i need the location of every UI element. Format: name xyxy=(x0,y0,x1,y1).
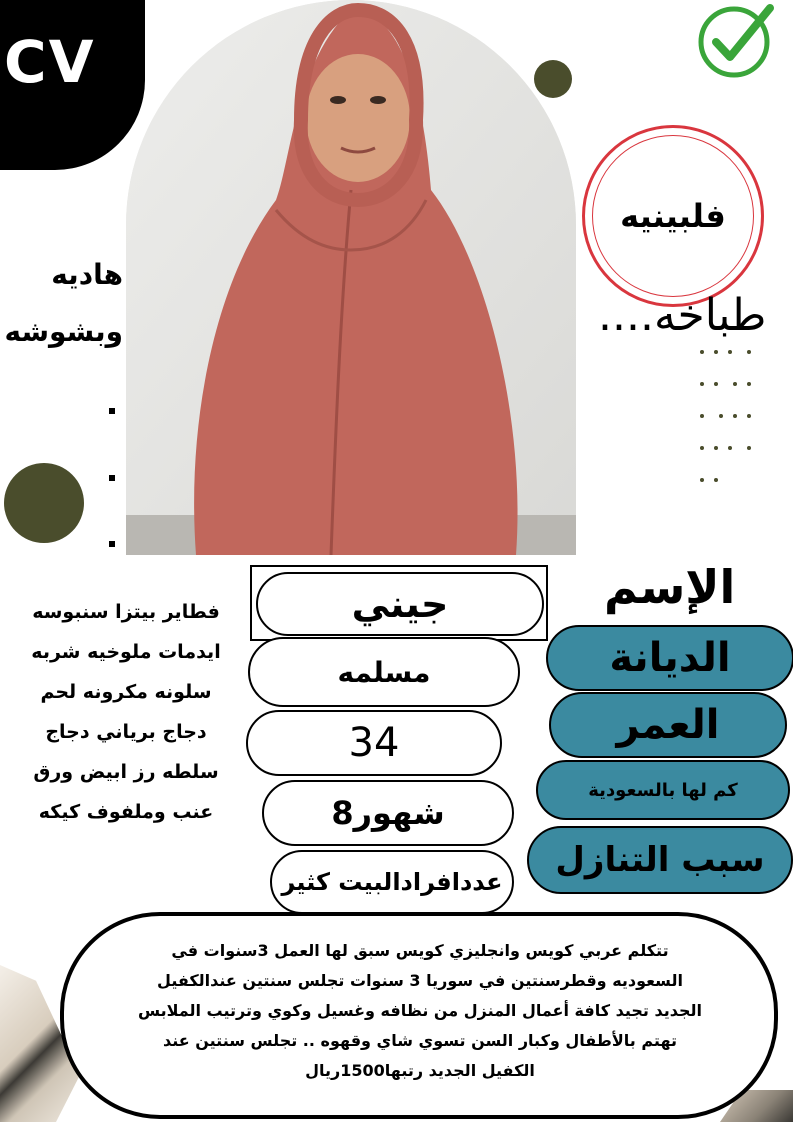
check-icon xyxy=(694,2,776,78)
description xyxy=(85,936,755,1086)
description-line: تهتم بالأطفال وكبار السن تسوي شاي وقهوه .. تجلس سنتين عند xyxy=(162,1031,678,1050)
profile-photo xyxy=(126,0,576,555)
olive-dot-large xyxy=(4,463,84,543)
olive-dot-small xyxy=(534,60,572,98)
reason-value: عددافرادالبيت كثير xyxy=(270,850,514,914)
dish-line: عنب وملفوف كيكه xyxy=(38,801,214,823)
trait-calm: هاديه xyxy=(51,258,123,291)
description-line: السعوديه وقطرسنتين في سوريا 3 سنوات تجلس سنتين عندالكفيل xyxy=(157,971,683,990)
dish-line: سلونه مكرونه لحم xyxy=(40,681,212,703)
cv-label: CV xyxy=(4,28,96,96)
nationality: فلبينيه xyxy=(592,135,754,297)
dish-line: سلطه رز ابيض ورق xyxy=(33,761,219,783)
bullet-mark xyxy=(109,541,115,547)
religion-value: مسلمه xyxy=(248,637,520,707)
person-figure xyxy=(126,0,576,555)
description-line: الجديد تجيد كافة أعمال المنزل من نظافه وغسيل وكوي وترتيب الملابس xyxy=(137,1001,702,1020)
age-value: 34 xyxy=(246,710,502,776)
dish-line: ايدمات ملوخيه شربه xyxy=(31,641,221,663)
duration-label: كم لها بالسعودية xyxy=(536,760,790,820)
reason-label: سبب التنازل xyxy=(527,826,793,894)
duration-value: 8شهور xyxy=(262,780,514,846)
dishes-list xyxy=(10,592,242,832)
trait-cheerful: وبشوشه xyxy=(4,315,123,348)
dot-grid xyxy=(700,350,770,510)
description-line: الكفيل الجديد رتبها1500ريال xyxy=(305,1061,535,1080)
bullet-mark xyxy=(109,408,115,414)
age-label: العمر xyxy=(549,692,787,758)
profession: طباخه.... xyxy=(598,290,767,341)
dish-line: دجاج برياني دجاج xyxy=(45,721,207,743)
description-line: تتكلم عربي كويس وانجليزي كويس سبق لها العمل 3سنوات في xyxy=(171,941,669,960)
religion-label: الديانة xyxy=(546,625,793,691)
bullet-mark xyxy=(109,475,115,481)
dish-line: فطاير بيتزا سنبوسه xyxy=(32,601,220,623)
name-value: جيني xyxy=(256,572,544,636)
name-label: الإسم xyxy=(604,560,736,614)
